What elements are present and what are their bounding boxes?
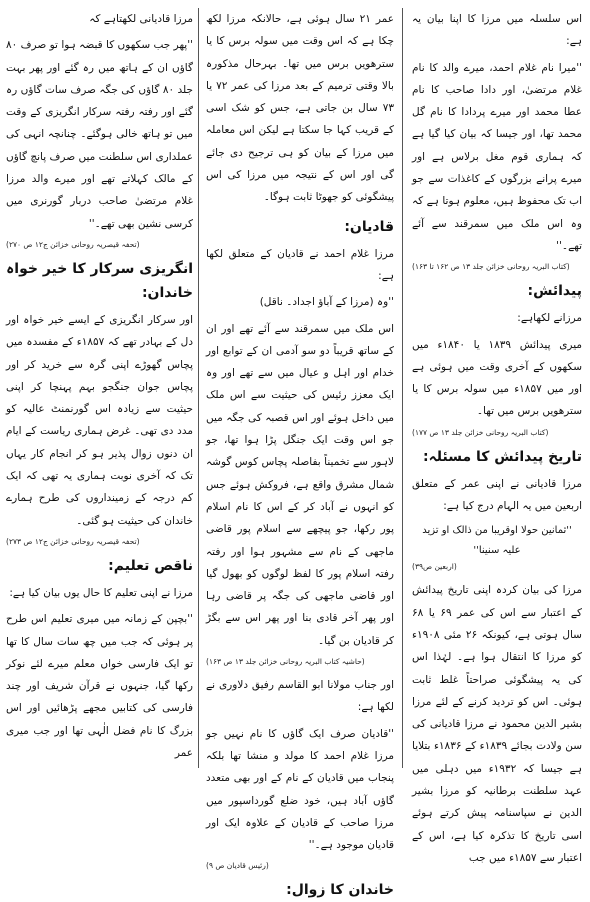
quotation: میری پیدائش ۱۸۳۹ یا ۱۸۴۰ء میں سکھوں کے آخری وقت میں ہوئی ہے اور میں ۱۸۵۷ء میں سولہ برس کا یا سترھویں برس میں تھا۔ <box>412 338 583 418</box>
citation: (تحفہ قیصریہ روحانی خزائن ج۱۲ ص ۲۷۰) <box>6 239 140 249</box>
paragraph: مرزا نے اپنی تعلیم کا حال یوں بیان کیا ہے: <box>9 586 193 599</box>
column-divider <box>198 8 199 768</box>
citation: (اربعین ص۳۹) <box>412 562 457 572</box>
citation: (کتاب البریہ روحانی خزائن جلد ۱۳ ص ۱۷۷) <box>412 427 549 437</box>
text-column-right <box>412 8 583 864</box>
paragraph: اس ملک میں سمرقند سے آئے تھے اور ان کے ساتھ قریباً دو سو آدمی ان کے توابع اور خدام اور اہل و عیال میں سے تھے اور وہ ایک معزز رئیس کی حیثیت سے اس ملک میں داخل ہوئے اور اس قصبہ کی جگہ میں جو اس وقت ایک جنگل پڑا ہوا تھا، جو لاہور سے تخمیناً بفاصلہ پچاس کوس گوشہ شمال مشرق واقع ہے، فروکش ہوئے جس کو انہوں نے آباد کر کے اس کا نام اسلام پور رکھا، جو پیچھے سے اسلام پور قاضی ماجھی کے نام سے مشہور ہوا اور رفتہ رفتہ اسلام پور کا لفظ لوگوں کو بھول گیا اور قاضی ماجھی کی جگہ پر قاضی رہا اور پھر آخر قادی بنا اور پھر اس سے بگڑ کر قادیان بن گیا۔ <box>206 322 394 647</box>
paragraph: مرزانے لکھاہے: <box>517 312 582 325</box>
quotation: ''پھر جب سکھوں کا قبضہ ہوا تو صرف ۸۰ گاؤں ان کے ہاتھ میں رہ گئے اور پھر بہت جلد ۸۰ گاؤں کی جگہ صرف سات گاؤں رہ گئے اور رفتہ رفتہ سرکار انگریزی کے وقت میں تو ہاتھ خالی ہوگئے۔ چنانچہ انہی کی عملداری اس سلطنت میں صرف پانچ گاؤں کے مالک کہلاتے تھے اور میرے والد مرزا غلام مرتضیٰ صاحب دربار گورنری میں کرسی نشین بھی تھے۔'' <box>6 39 193 230</box>
section-heading: قادیان: <box>344 218 394 235</box>
quotation: ''وہ (مرزا کے آباؤ اجداد۔ ناقل) <box>259 296 394 309</box>
section-heading: تاریخ پیدائش کا مسئلہ: <box>423 448 582 465</box>
citation: (حاشیہ کتاب البریہ روحانی خزائن جلد ۱۳ ص ۱۶۳) <box>206 657 365 667</box>
section-heading: خاندان کا زوال: <box>286 882 394 899</box>
column-divider <box>402 8 403 768</box>
paragraph: مرزا غلام احمد نے قادیان کے متعلق لکھا ہے: <box>206 247 394 282</box>
quotation: ''میرا نام غلام احمد، میرے والد کا نام غلام مرتضیٰ، اور دادا صاحب کا نام عطا محمد اور میرے پردادا کا نام گل محمد تھا، اور جیسا کہ بیان کیا گیا ہے کہ ہماری قوم مغل برلاس ہے اور میرے پرانے بزرگوں کے کاغذات سے جو اب تک محفوظ ہیں، معلوم ہوتا ہے کہ وہ اس ملک میں سمرقند سے آئے تھے۔'' <box>412 61 582 252</box>
paragraph: اس سلسلہ میں مرزا کا اپنا بیان یہ ہے: <box>412 13 582 48</box>
paragraph: مرزا کی بیان کردہ اپنی تاریخ پیدائش کے اعتبار سے اس کی عمر ۶۹ یا ۶۸ سال ہوتی ہے، کیونکہ ۲۶ مئی ۱۹۰۸ء کو مرزا کا انتقال ہوا ہے۔ لہٰذا اس کی یہ پیشگوئی صراحتاً غلط ثابت ہوئی۔ اس کو تردید کرنے کے لئے مرزا بشیر الدین محمود نے مرزا قادیانی کی سن ولادت بجائے ۱۸۳۹ء کے ۱۸۳۶ء بتلایا ہے جیسا کہ ۱۹۳۲ء میں دہلی میں عہد سلطنت برطانیہ کو مرزا بشیر الدین نے سپاسنامہ پیش کرتے ہوئے اسی تاریخ کا تذکرہ کیا ہے، اس کے اعتبار سے ۱۸۵۷ء میں جب <box>412 584 583 864</box>
quotation: ''بچپن کے زمانہ میں میری تعلیم اس طرح پر ہوئی کہ جب میں چھ سات سال کا تھا تو ایک فارسی خواں معلم میرے لئے نوکر رکھا گیا، جنہوں نے قرآن شریف اور چند فارسی کی کتابیں مجھے پڑھائیں اور اس بزرگ کا نام فضل الٰہی تھا اور جب میری عمر <box>6 613 193 760</box>
citation: (رئیس قادیان ص ۹) <box>206 861 269 871</box>
citation: (کتاب البریہ روحانی خزائن جلد ۱۳ ص ۱۶۲ تا ۱۶۳) <box>412 262 570 272</box>
section-heading: ناقص تعلیم: <box>108 557 193 574</box>
paragraph: اور جناب مولانا ابو القاسم رفیق دلاوری نے لکھا ہے: <box>206 679 394 714</box>
section-heading: پیدائش: <box>527 283 582 300</box>
paragraph: عمر ۲۱ سال ہوئی ہے، حالانکہ مرزا لکھ چکا ہے کہ اس وقت میں سولہ برس کا یا سترھویں برس میں تھا۔ بہرحال مذکورہ بالا وقتی ترمیم کے بعد مرزا کی عمر ۷۲ یا ۷۳ سال بن جاتی ہے، جس کو شک اسی کے قریب کہا جا سکتا ہے لیکن اس معاملہ میں مرزا کے بیان کو ہی ترجیح دی جائے گی اور اس کے نتیجہ میں مرزا کی اس پیشگوئی کو جھوٹا ثابت ہوگا۔ <box>206 13 395 204</box>
paragraph: مرزا قادیانی لکھتاہے کہ <box>89 13 193 25</box>
paragraph: اور سرکار انگریزی کے ایسے خیر خواہ اور دل کے بہادر تھے کہ ۱۸۵۷ء کے مفسدہ میں پچاس گھوڑے اپنی گرہ سے خرید کر اور پچاس جوان جنگجو بہم پہنچا کر اپنی حیثیت سے زیادہ اس گورنمنٹ عالیہ کو مدد دی تھی۔ غرض ہماری ریاست کے ایام ان دنوں زوال پذیر ہو کر انجام کار یہاں تک کہ آخری نوبت ہماری یہ تھی کہ ایک کم درجہ کے زمینداروں کی طرح ہمارے خاندان کی حیثیت ہو گئی۔ <box>6 313 193 527</box>
citation: (تحفہ قیصریہ روحانی خزائن ج۱۲ ص ۲۷۳) <box>6 536 140 546</box>
text-column-middle <box>206 8 395 899</box>
text-column-left <box>6 8 193 768</box>
arabic-quote: ''ثمانین حولا اوقریبا من ذالک او تزید علیہ سنینا'' <box>422 525 572 557</box>
paragraph: مرزا قادیانی نے اپنی عمر کے متعلق اربعین میں یہ الہام درج کیا ہے: <box>412 477 582 513</box>
section-heading: انگریزی سرکار کا خیر خواہ خاندان: <box>6 260 193 301</box>
quotation: ''قادیان صرف ایک گاؤں کا نام نہیں جو مرزا غلام احمد کا مولد و منشا تھا بلکہ پنجاب میں قادیان کے نام کے اور بھی متعدد گاؤں آباد ہیں، خود ضلع گورداسپور میں مرزا صاحب کے قادیان کے علاوہ ایک اور قادیان موجود ہے۔'' <box>206 727 394 852</box>
